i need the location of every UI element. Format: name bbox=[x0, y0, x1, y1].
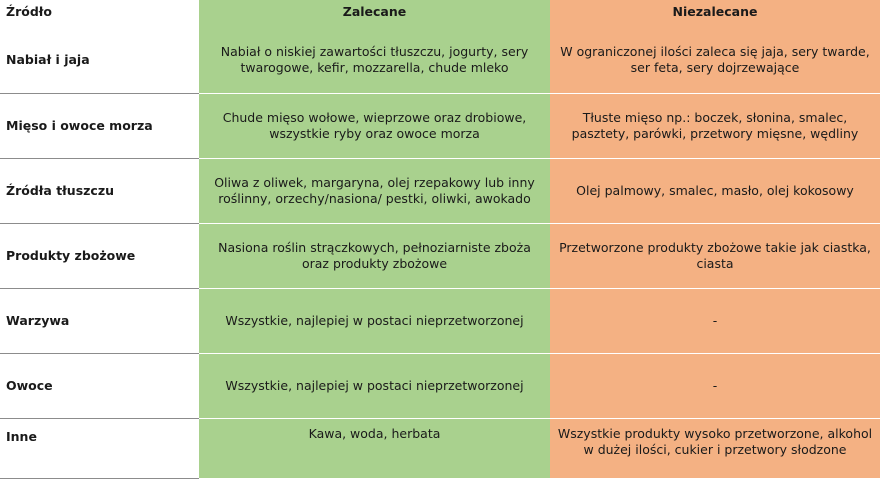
row-recommended: Kawa, woda, herbata bbox=[199, 418, 550, 478]
row-not-recommended: Olej palmowy, smalec, masło, olej kokosowy bbox=[550, 158, 880, 223]
header-not-recommended: Niezalecane bbox=[550, 0, 880, 28]
row-source: Inne bbox=[0, 418, 199, 478]
row-source: Owoce bbox=[0, 353, 199, 418]
row-recommended: Chude mięso wołowe, wieprzowe oraz drobiowe, wszystkie ryby oraz owoce morza bbox=[199, 93, 550, 158]
row-recommended: Oliwa z oliwek, margaryna, olej rzepakowy lub inny roślinny, orzechy/nasiona/ pestki, oliwki, awokado bbox=[199, 158, 550, 223]
row-not-recommended: Wszystkie produkty wysoko przetworzone, alkohol w dużej ilości, cukier i przetwory słodzone bbox=[550, 418, 880, 478]
row-recommended: Nasiona roślin strączkowych, pełnoziarniste zboża oraz produkty zbożowe bbox=[199, 223, 550, 288]
row-recommended: Wszystkie, najlepiej w postaci nieprzetworzonej bbox=[199, 288, 550, 353]
table-row-other bbox=[0, 418, 880, 478]
row-not-recommended: W ograniczonej ilości zaleca się jaja, sery twarde, ser feta, sery dojrzewające bbox=[550, 28, 880, 93]
table-row-fruits bbox=[0, 353, 880, 418]
row-recommended: Wszystkie, najlepiej w postaci nieprzetworzonej bbox=[199, 353, 550, 418]
table-row-fats bbox=[0, 158, 880, 223]
header-source: Źródło bbox=[6, 4, 52, 19]
table-header-row bbox=[0, 0, 880, 28]
row-not-recommended: Przetworzone produkty zbożowe takie jak ciastka, ciasta bbox=[550, 223, 880, 288]
row-source: Mięso i owoce morza bbox=[0, 93, 199, 158]
table-row-grains bbox=[0, 223, 880, 288]
row-source: Źródła tłuszczu bbox=[0, 158, 199, 223]
table-row-meat bbox=[0, 93, 880, 158]
table-row-vegetables bbox=[0, 288, 880, 353]
row-source: Nabiał i jaja bbox=[0, 28, 199, 93]
row-not-recommended: - bbox=[550, 288, 880, 353]
header-recommended: Zalecane bbox=[199, 0, 550, 28]
table-row-dairy bbox=[0, 28, 880, 93]
row-source: Produkty zbożowe bbox=[0, 223, 199, 288]
row-source: Warzywa bbox=[0, 288, 199, 353]
row-recommended: Nabiał o niskiej zawartości tłuszczu, jogurty, sery twarogowe, kefir, mozzarella, chude mleko bbox=[199, 28, 550, 93]
row-not-recommended: Tłuste mięso np.: boczek, słonina, smalec, pasztety, parówki, przetwory mięsne, wędliny bbox=[550, 93, 880, 158]
row-not-recommended: - bbox=[550, 353, 880, 418]
